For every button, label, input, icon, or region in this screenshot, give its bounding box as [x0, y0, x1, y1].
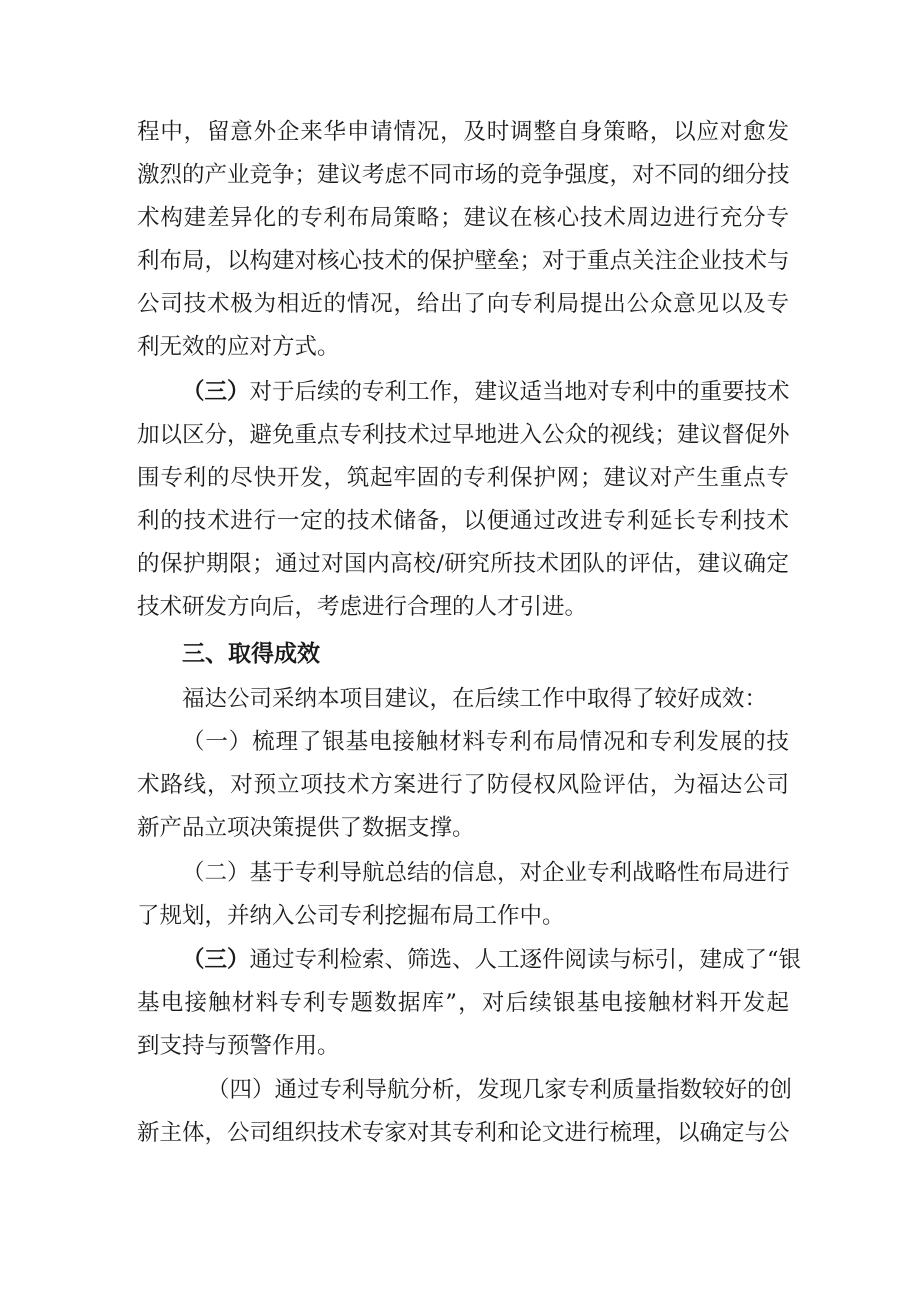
body-line-5: 公司技术极为相近的情况，给出了向专利局提出公众意见以及专 — [137, 291, 789, 317]
body-line-3: 术构建差异化的专利布局策略；建议在核心技术周边进行充分专 — [137, 205, 789, 231]
paragraph-3-line-3: 围专利的尽快开发，筑起牢固的专利保护网；建议对产生重点专 — [137, 465, 789, 491]
item-1-line-2: 术路线，对预立项技术方案进行了防侵权风险评估，为福达公司 — [137, 772, 789, 798]
item-3-first-line — [137, 940, 802, 980]
item-3-marker: （三） — [182, 947, 250, 973]
item-3-first-text: 通过专利检索、筛选、人工逐件阅读与标引，建成了“银 — [249, 947, 802, 973]
body-line-2: 激烈的产业竞争；建议考虑不同市场的竞争强度，对不同的细分技 — [137, 162, 790, 188]
item-4-line-2: 新主体，公司组织技术专家对其专利和论文进行梳理，以确定与公 — [137, 1120, 790, 1146]
intro-line: 福达公司采纳本项目建议，在后续工作中取得了较好成效： — [182, 686, 768, 712]
item-2-line-2: 了规划，并纳入公司专利挖掘布局工作中。 — [137, 903, 565, 929]
item-4-first-line: （四）通过专利导航分析，发现几家专利质量指数较好的创 — [207, 1077, 793, 1103]
item-2-first-line: （二）基于专利导航总结的信息，对企业专利战略性布局进行 — [182, 860, 790, 886]
item-3-line-3: 到支持与预警作用。 — [137, 1033, 340, 1059]
item-3-line-2: 基电接触材料专利专题数据库”，对后续银基电接触材料开发起 — [137, 990, 789, 1016]
body-line-6: 利无效的应对方式。 — [137, 334, 340, 360]
body-line-1: 程中，留意外企来华申请情况，及时调整自身策略，以应对愈发 — [137, 119, 789, 145]
section-heading: 三、取得成效 — [182, 641, 320, 667]
paragraph-3-line-4: 利的技术进行一定的技术储备，以便通过改进专利延长专利技术 — [137, 508, 789, 534]
paragraph-3-line-6: 技术研发方向后，考虑进行合理的人才引进。 — [137, 594, 588, 620]
item-1-first-line: （一）梳理了银基电接触材料专利布局情况和专利发展的技 — [182, 729, 789, 755]
paragraph-3-line-2: 加以区分，避免重点专利技术过早地进入公众的视线；建议督促外 — [137, 422, 790, 448]
paragraph-3-first-text: 对于后续的专利工作，建议适当地对专利中的重要技术 — [249, 379, 790, 405]
paragraph-3-first-line — [137, 372, 789, 412]
body-line-4: 利布局，以构建对核心技术的保护壁垒；对于重点关注企业技术与 — [137, 248, 790, 274]
paragraph-3-line-5: 的保护期限；通过对国内高校/研究所技术团队的评估，建议确定 — [137, 551, 789, 577]
item-1-line-3: 新产品立项决策提供了数据支撑。 — [137, 815, 475, 841]
paragraph-3-marker: （三） — [182, 379, 250, 405]
